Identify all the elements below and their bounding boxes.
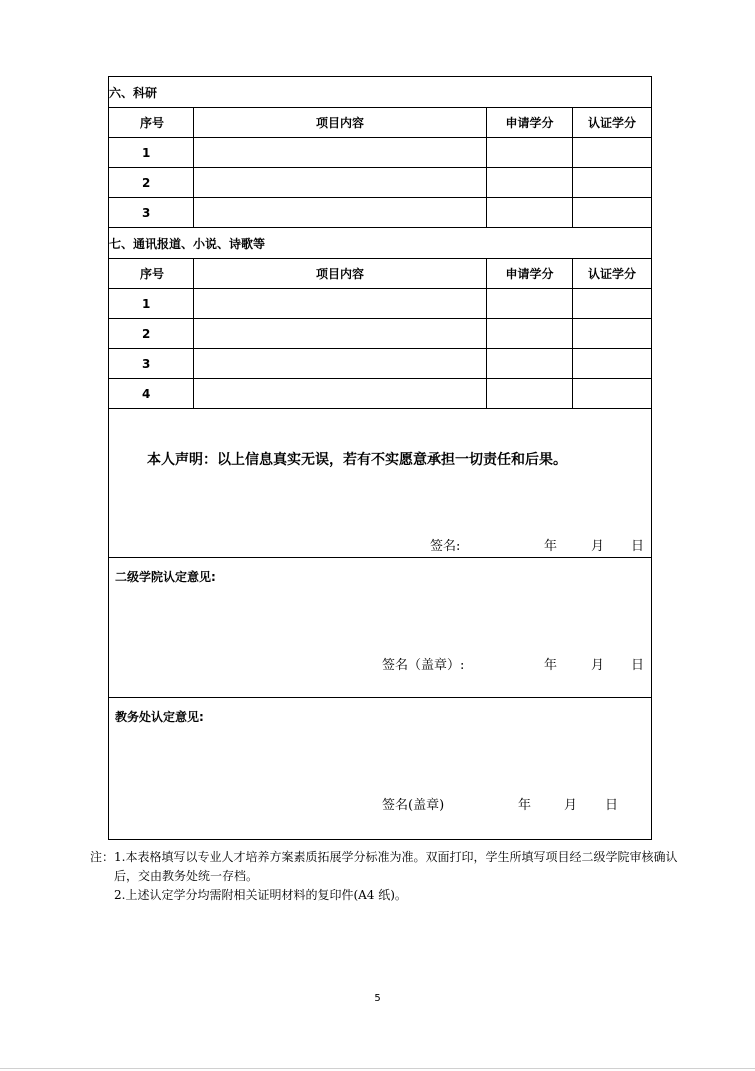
declaration-row: [109, 409, 652, 558]
row-seq: 4: [109, 379, 194, 409]
content-cell[interactable]: [194, 319, 487, 349]
academic-affairs-opinion-title: 教务处认定意见:: [115, 710, 204, 724]
section6-header-row: [109, 108, 652, 138]
header-seq: 序号: [109, 259, 194, 289]
certified-credits-cell[interactable]: [573, 379, 652, 409]
header-content: 项目内容: [194, 259, 487, 289]
table-row: [109, 379, 652, 409]
academic-affairs-sign-label: 签名(盖章): [382, 798, 445, 813]
certified-credits-cell[interactable]: [573, 349, 652, 379]
applied-credits-cell[interactable]: [487, 379, 573, 409]
row-seq: 2: [109, 319, 194, 349]
header-certified-credits: 认证学分: [573, 259, 652, 289]
section7-title: 七、通讯报道、小说、诗歌等: [109, 228, 652, 259]
table-row: [109, 319, 652, 349]
certified-credits-cell[interactable]: [573, 198, 652, 228]
academic-affairs-opinion-row: [109, 698, 652, 840]
header-content: 项目内容: [194, 108, 487, 138]
declaration-month: 月: [591, 539, 605, 554]
content-cell[interactable]: [194, 168, 487, 198]
applied-credits-cell[interactable]: [487, 198, 573, 228]
college-day: 日: [631, 658, 645, 673]
applied-credits-cell[interactable]: [487, 168, 573, 198]
academic-affairs-year: 年: [518, 798, 532, 813]
content-cell[interactable]: [194, 289, 487, 319]
academic-affairs-day: 日: [605, 798, 619, 813]
table-row: [109, 289, 652, 319]
applied-credits-cell[interactable]: [487, 319, 573, 349]
note-1: 注：1.本表格填写以专业人才培养方案素质拓展学分标准为准。双面打印，学生所填写项目经二级学院审核确认后，交由教务处统一存档。: [90, 850, 678, 883]
section7-header-row: [109, 259, 652, 289]
certified-credits-cell[interactable]: [573, 289, 652, 319]
section6-title: 六、科研: [109, 77, 652, 108]
notes: [90, 848, 680, 905]
college-opinion-row: [109, 558, 652, 698]
applied-credits-cell[interactable]: [487, 289, 573, 319]
content-cell[interactable]: [194, 198, 487, 228]
section7-title-row: [109, 228, 652, 259]
row-seq: 3: [109, 349, 194, 379]
credit-form-table: [108, 76, 652, 840]
applied-credits-cell[interactable]: [487, 138, 573, 168]
row-seq: 1: [109, 289, 194, 319]
certified-credits-cell[interactable]: [573, 138, 652, 168]
college-sign-label: 签名（盖章）:: [382, 658, 465, 673]
table-row: [109, 168, 652, 198]
row-seq: 3: [109, 198, 194, 228]
college-opinion-title: 二级学院认定意见:: [115, 570, 216, 584]
content-cell[interactable]: [194, 349, 487, 379]
content-cell[interactable]: [194, 379, 487, 409]
content-cell[interactable]: [194, 138, 487, 168]
declaration-year: 年: [544, 539, 558, 554]
page-edge-divider: [0, 1068, 755, 1069]
applied-credits-cell[interactable]: [487, 349, 573, 379]
note-2: 2.上述认定学分均需附相关证明材料的复印件(A4 纸)。: [114, 888, 407, 902]
page-number: 5: [374, 993, 381, 1004]
header-seq: 序号: [109, 108, 194, 138]
header-applied-credits: 申请学分: [487, 259, 573, 289]
declaration-day: 日: [631, 539, 645, 554]
header-applied-credits: 申请学分: [487, 108, 573, 138]
row-seq: 2: [109, 168, 194, 198]
declaration-cell[interactable]: [109, 409, 652, 558]
college-year: 年: [544, 658, 558, 673]
certified-credits-cell[interactable]: [573, 168, 652, 198]
section6-title-row: [109, 77, 652, 108]
table-row: [109, 198, 652, 228]
certified-credits-cell[interactable]: [573, 319, 652, 349]
college-opinion-cell[interactable]: [109, 558, 652, 698]
college-month: 月: [591, 658, 605, 673]
row-seq: 1: [109, 138, 194, 168]
academic-affairs-month: 月: [564, 798, 578, 813]
academic-affairs-opinion-cell[interactable]: [109, 698, 652, 840]
declaration-text: 本人声明：以上信息真实无误，若有不实愿意承担一切责任和后果。: [147, 452, 567, 468]
table-row: [109, 349, 652, 379]
table-row: [109, 138, 652, 168]
declaration-sign-label: 签名:: [430, 539, 461, 554]
header-certified-credits: 认证学分: [573, 108, 652, 138]
